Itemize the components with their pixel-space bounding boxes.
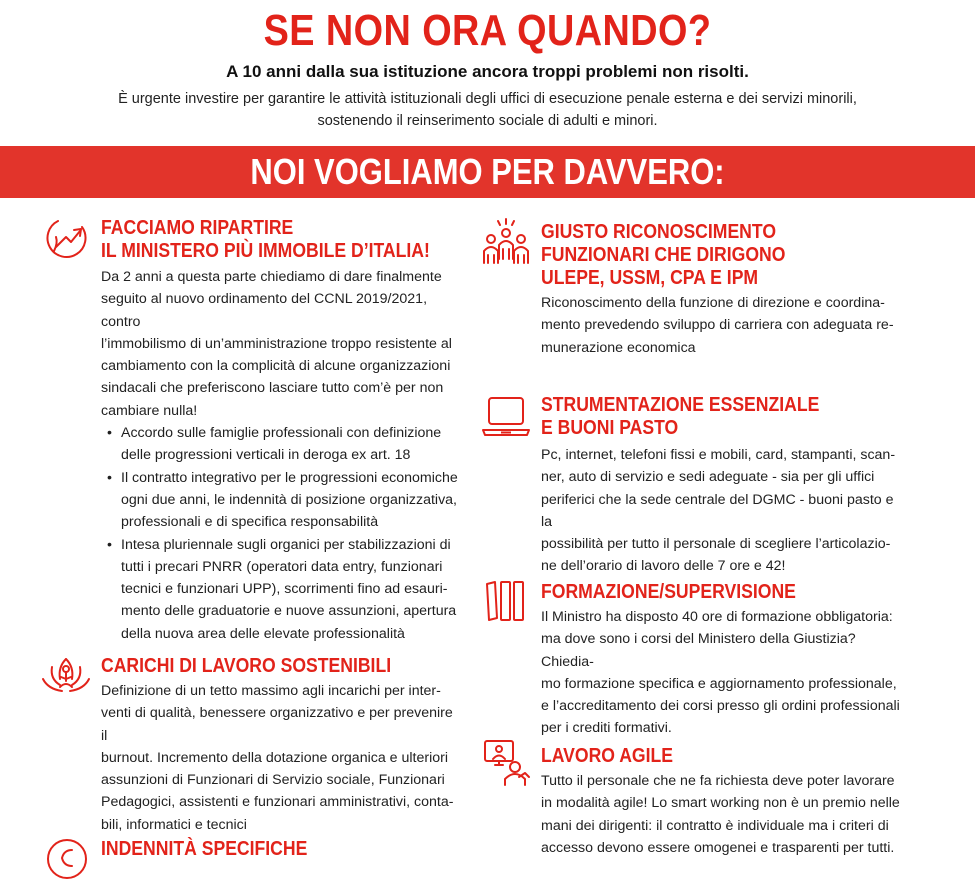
body-line: tutti i precari PNRR (operatori data entry, funzionari: [121, 558, 443, 575]
section-body: [541, 770, 901, 859]
banner-text: NOI VOGLIAMO PER DAVVERO:: [250, 151, 725, 192]
section-title: GIUSTO RICONOSCIMENTO: [541, 221, 777, 243]
body-line: seguito al nuovo ordinamento del CCNL 2019/2021, contro: [101, 291, 428, 330]
body-line: Tutto il personale che ne fa richiesta deve poter lavorare: [541, 773, 895, 789]
section-title: INDENNITÀ SPECIFICHE: [101, 838, 308, 860]
body-line: mani dei dirigenti: il contratto è individuale ma i criteri di: [541, 817, 889, 834]
section-formazione: [541, 581, 901, 740]
section-body: [101, 680, 461, 836]
section-title: LAVORO AGILE: [541, 745, 673, 767]
body-line: mo formazione specifica e aggiornamento professionale,: [541, 675, 897, 692]
section-riconoscimento: [541, 221, 901, 359]
books-icon: [481, 578, 529, 624]
body-line: Definizione di un tetto massimo agli incarichi per inter-: [101, 683, 441, 699]
section-title: IL MINISTERO PIÙ IMMOBILE D’ITALIA!: [101, 240, 430, 262]
body-line: per i crediti formativi.: [541, 720, 672, 737]
body-line: cambiare nulla!: [101, 402, 198, 419]
body-line: in modalità agile! Lo smart working non è un premio nelle: [541, 795, 900, 812]
body-line: professionali e di specifica responsabilità: [121, 514, 379, 531]
body-line: venti di qualità, benessere organizzativo e per prevenire il: [101, 705, 453, 744]
intro-text: [0, 88, 975, 132]
remote-work-icon: [481, 737, 531, 787]
section-carichi: [101, 655, 461, 836]
lotus-icon: [40, 653, 92, 701]
section-ripartire: [101, 217, 461, 645]
list-item: [121, 467, 461, 534]
body-line: Pedagogici, assistenti e funzionari amministrativi, conta-: [101, 794, 454, 811]
section-title: E BUONI PASTO: [541, 417, 679, 439]
body-line: Da 2 anni a questa parte chiediamo di dare finalmente: [101, 269, 442, 285]
body-line: ne dell’orario di lavoro delle 7 ore e 42!: [541, 558, 786, 575]
page-subtitle: A 10 anni dalla sua istituzione ancora troppi problemi non risolti.: [226, 62, 749, 81]
section-title: FORMAZIONE/SUPERVISIONE: [541, 581, 796, 603]
body-line: l’immobilismo di un’amministrazione troppo resistente al: [101, 335, 452, 352]
list-item: [121, 422, 461, 467]
body-line: bili, informatici e tecnici: [101, 816, 247, 833]
body-line: assunzioni di Funzionari di Servizio sociale, Funzionari: [101, 772, 445, 789]
section-title: FUNZIONARI CHE DIRIGONO: [541, 244, 786, 266]
body-line: mento prevedendo sviluppo di carriera con adeguata re-: [541, 317, 894, 334]
body-line: sindacali che preferiscono lasciare tutto com’è per non: [101, 380, 444, 397]
list-item: [121, 534, 461, 645]
coin-icon: [44, 836, 90, 882]
body-line: Riconoscimento della funzione di direzione e coordina-: [541, 295, 885, 311]
body-line: periferici che la sede centrale del DGMC - buoni pasto e la: [541, 491, 894, 530]
intro-line: È urgente investire per garantire le attività istituzionali degli uffici di esecuzione penale esterna e dei servizi minorili,: [118, 91, 857, 107]
section-body: [541, 292, 901, 359]
body-line: ma dove sono i corsi del Ministero della Giustizia? Chiedia-: [541, 631, 856, 670]
page-title: SE NON ORA QUANDO?: [263, 6, 712, 55]
body-line: • Accordo sulle famiglie professionali con definizione: [121, 425, 442, 442]
body-line: della nuova area delle elevate professionalità: [121, 625, 405, 642]
section-body: [101, 266, 461, 422]
section-body: [541, 606, 901, 740]
laptop-icon: [481, 392, 531, 438]
body-line: cambiamento con la complicità di alcune organizzazioni: [101, 358, 451, 375]
body-line: ogni due anni, le indennità di posizione organizzativa,: [121, 491, 458, 508]
section-lavoro-agile: [541, 745, 901, 859]
team-icon: [481, 217, 531, 267]
body-line: e l’accreditamento dei corsi presso gli ordini professionali: [541, 698, 900, 715]
body-line: burnout. Incremento della dotazione organica e ulteriori: [101, 749, 449, 766]
body-line: • Il contratto integrativo per le progressioni economiche: [121, 469, 458, 486]
body-line: munerazione economica: [541, 339, 696, 356]
section-title: STRUMENTAZIONE ESSENZIALE: [541, 394, 820, 416]
body-line: accesso devono essere omogenei e trasparenti per tutti.: [541, 839, 895, 856]
body-line: mento delle graduatorie e nuove assunzioni, apertura: [121, 603, 457, 620]
body-line: • Intesa pluriennale sugli organici per stabilizzazioni di: [121, 536, 451, 553]
banner: [0, 146, 975, 198]
section-body: [541, 444, 901, 578]
body-line: delle progressioni verticali in deroga ex art. 18: [121, 447, 411, 464]
bullet-list: [101, 422, 461, 645]
body-line: ner, auto di servizio e sedi adeguate - sia per gli uffici: [541, 469, 875, 486]
intro-line: sostenendo il reinserimento sociale di adulti e minori.: [317, 113, 658, 129]
body-line: Pc, internet, telefoni fissi e mobili, card, stampanti, scan-: [541, 447, 896, 463]
section-title: ULEPE, USSM, CPA E IPM: [541, 267, 759, 289]
growth-arrow-icon: [44, 213, 90, 259]
body-line: tecnici e funzionari UPP), scorrimenti fino ad esauri-: [121, 581, 448, 598]
section-title: FACCIAMO RIPARTIRE: [101, 217, 294, 239]
body-line: Il Ministro ha disposto 40 ore di formazione obbligatoria:: [541, 609, 893, 625]
body-line: possibilità per tutto il personale di scegliere l’articolazio-: [541, 536, 891, 553]
section-indennita: [101, 838, 461, 861]
section-title: CARICHI DI LAVORO SOSTENIBILI: [101, 655, 392, 677]
section-strumentazione: [541, 394, 901, 578]
